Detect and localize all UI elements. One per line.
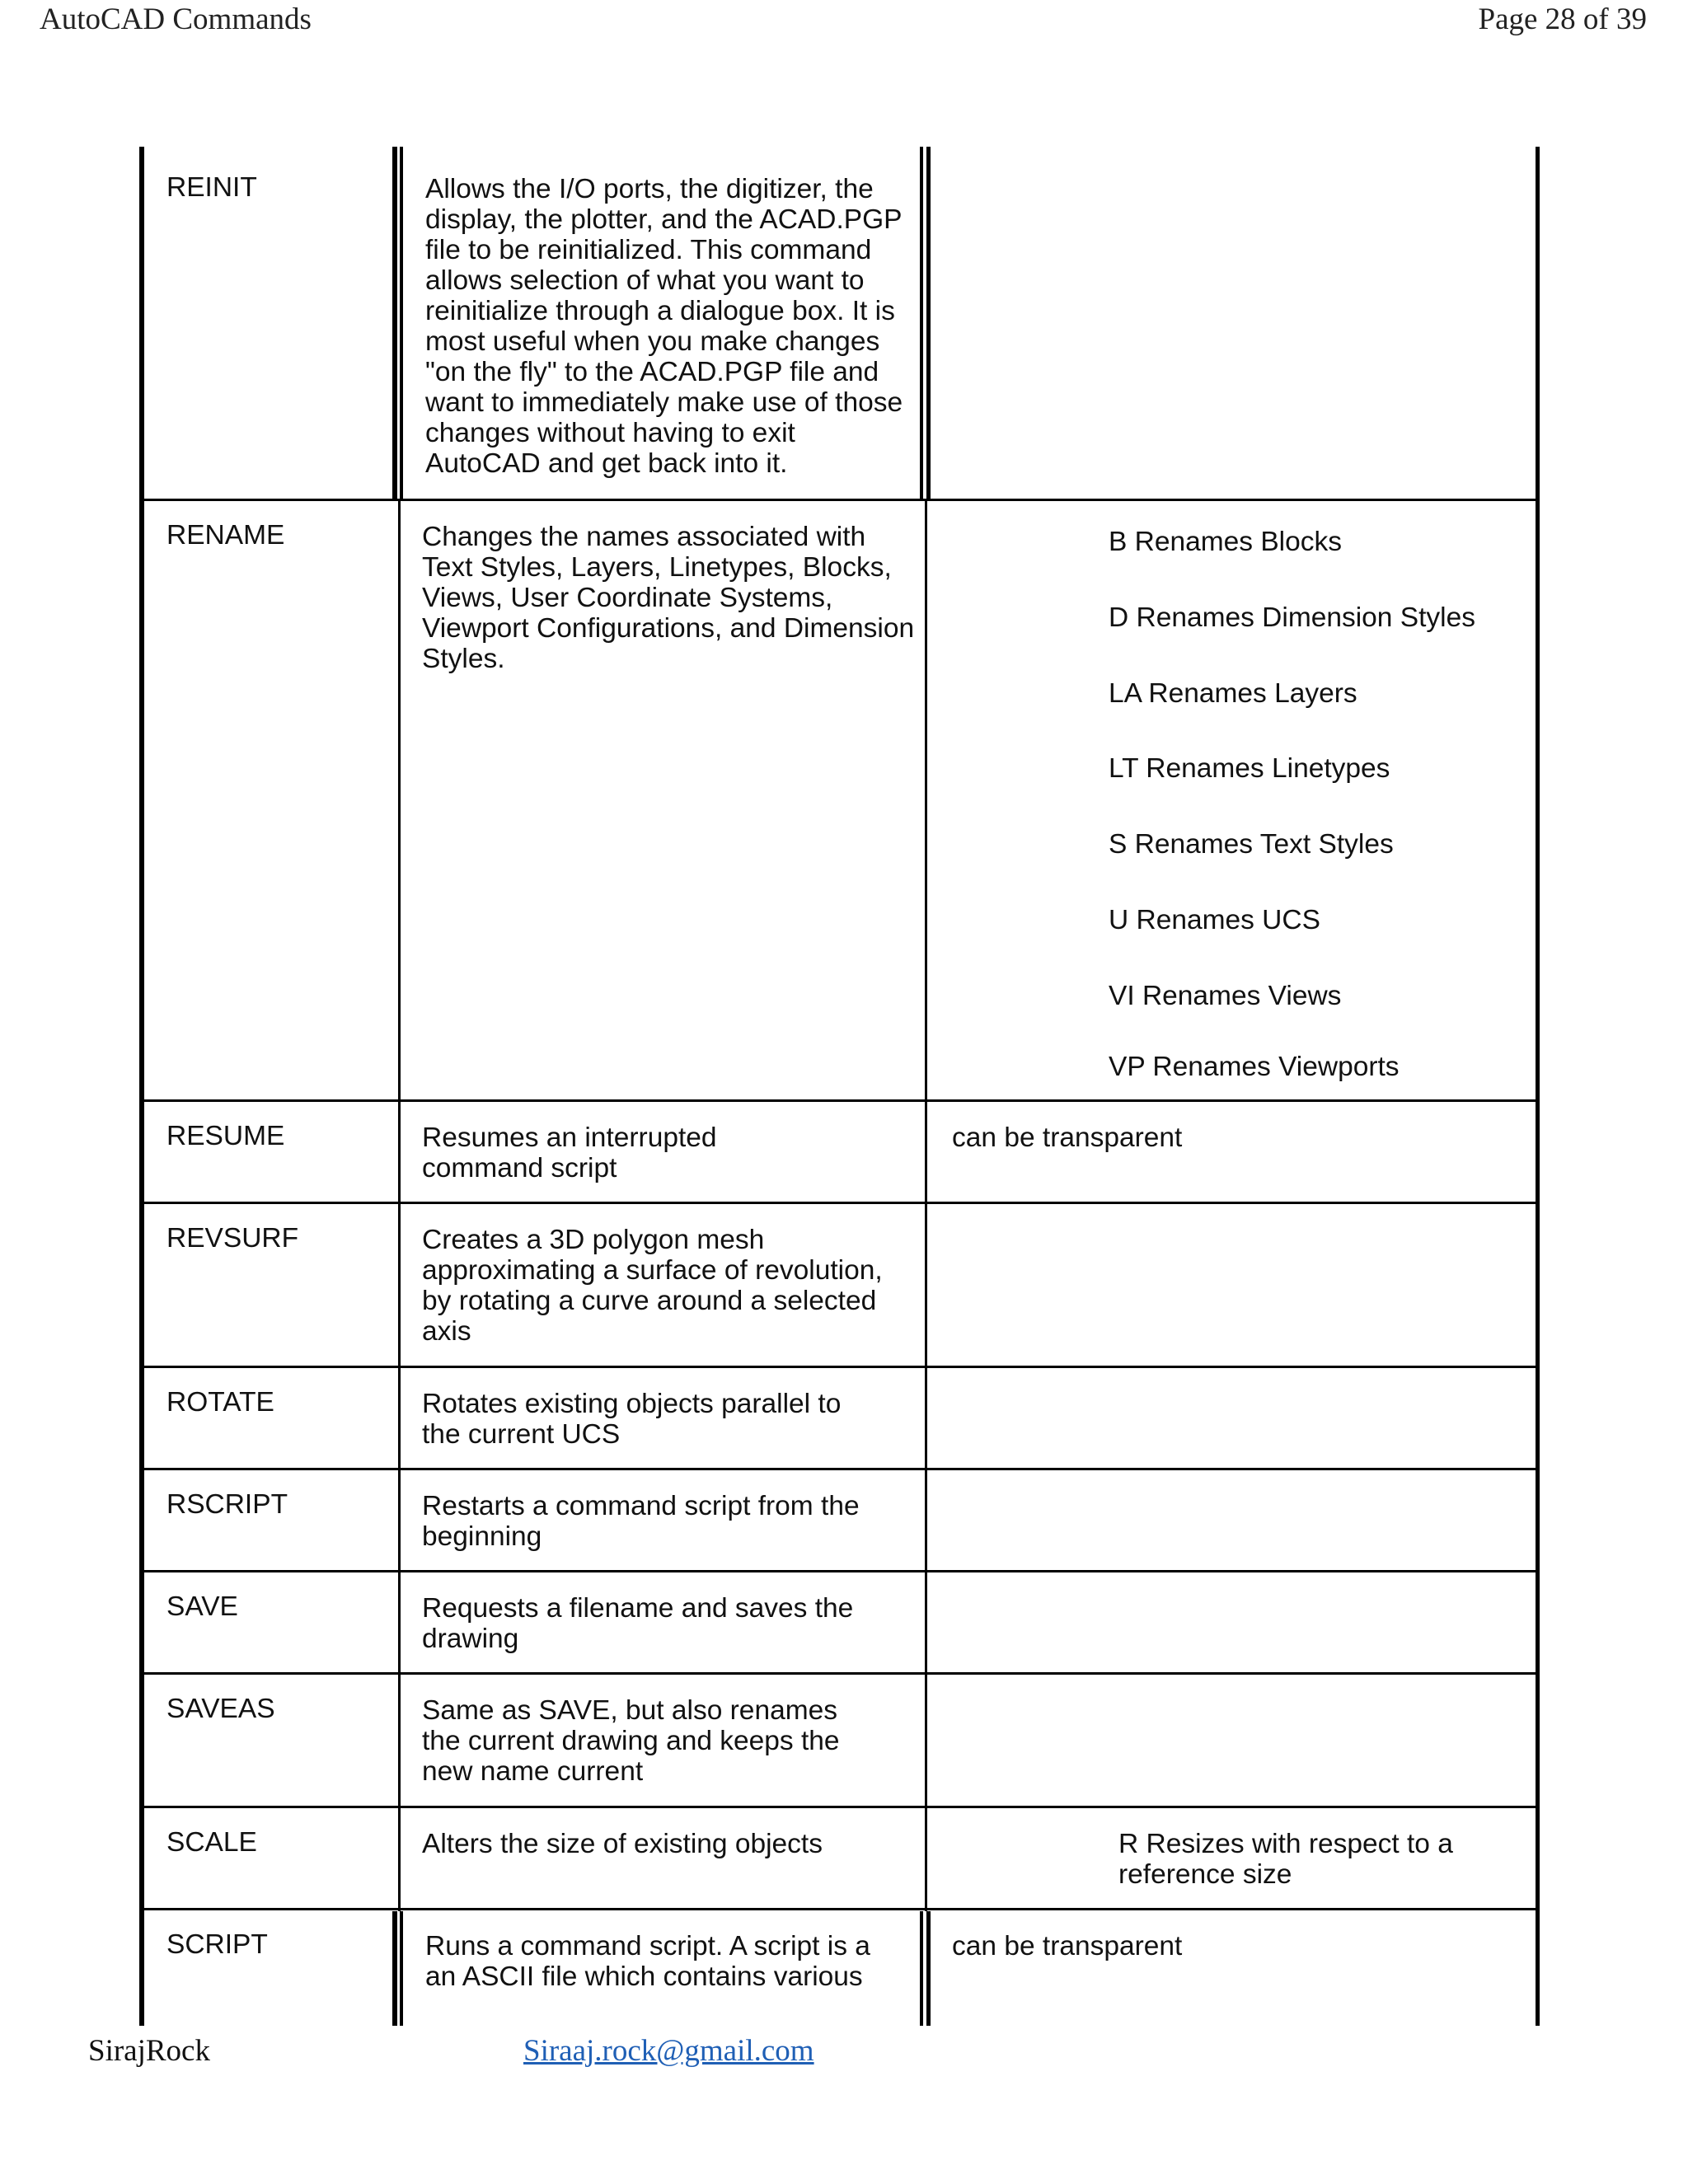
- command-description: Creates a 3D polygon mesh approximating a surface of revolution, by rotating a curve around a selected axis: [422, 1225, 883, 1347]
- row-divider: [139, 1468, 1540, 1470]
- command-name: RENAME: [166, 520, 285, 551]
- row-divider: [139, 1366, 1540, 1368]
- header-title: AutoCAD Commands: [40, 2, 312, 36]
- command-name: RESUME: [166, 1121, 285, 1151]
- column-divider-1: [400, 1911, 403, 2026]
- row-divider: [139, 1570, 1540, 1572]
- command-description: Changes the names associated with Text Styles, Layers, Linetypes, Blocks, Views, User Coordinate Systems, Viewport Configurations, and Dimension Styles.: [422, 522, 915, 674]
- command-name: ROTATE: [166, 1387, 274, 1418]
- footer-author: SirajRock: [88, 2034, 210, 2068]
- command-description: Requests a filename and saves the drawing: [422, 1593, 854, 1654]
- command-name: REINIT: [166, 172, 257, 203]
- command-note: can be transparent: [952, 1122, 1183, 1153]
- command-name: RSCRIPT: [166, 1489, 288, 1520]
- row-divider: [139, 499, 1540, 501]
- column-divider-1: [400, 147, 403, 499]
- option-ucs: U Renames UCS: [1109, 905, 1320, 935]
- column-divider-1: [392, 1911, 397, 2026]
- row-divider: [139, 1806, 1540, 1808]
- row-divider: [139, 1202, 1540, 1204]
- command-description: Alters the size of existing objects: [422, 1829, 823, 1859]
- option-linetypes: LT Renames Linetypes: [1109, 753, 1390, 784]
- column-divider-2: [925, 499, 927, 1911]
- command-description: Runs a command script. A script is a an ASCII file which contains various: [425, 1931, 870, 1992]
- command-name: SCRIPT: [166, 1929, 268, 1960]
- option-views: VI Renames Views: [1109, 981, 1342, 1011]
- option-text-styles: S Renames Text Styles: [1109, 829, 1394, 860]
- table-border-left: [139, 147, 144, 2026]
- command-name: SCALE: [166, 1827, 257, 1858]
- option-blocks: B Renames Blocks: [1109, 527, 1342, 557]
- command-description: Same as SAVE, but also renames the current drawing and keeps the new name current: [422, 1695, 840, 1787]
- row-divider: [139, 1099, 1540, 1102]
- column-divider-2: [926, 147, 931, 499]
- column-divider-2: [926, 1911, 931, 2026]
- command-name: REVSURF: [166, 1223, 299, 1254]
- command-description: Resumes an interrupted command script: [422, 1122, 717, 1183]
- option-layers: LA Renames Layers: [1109, 678, 1357, 709]
- row-divider: [139, 1908, 1540, 1910]
- header-page-number: Page 28 of 39: [1478, 2, 1647, 36]
- column-divider-1: [392, 147, 397, 499]
- command-description: Restarts a command script from the beginning: [422, 1491, 860, 1552]
- footer-email-link[interactable]: Siraaj.rock@gmail.com: [523, 2034, 814, 2068]
- command-description: Allows the I/O ports, the digitizer, the display, the plotter, and the ACAD.PGP file to be reinitialized. This command allows selection of what you want to reinitialize through a dialogue box. It is most useful when you make changes "on the fly" to the ACAD.PGP file and want to immediately make use of those changes without having to exit AutoCAD and get back into it.: [425, 174, 903, 479]
- command-note: can be transparent: [952, 1931, 1183, 1961]
- column-divider-2: [920, 147, 923, 499]
- table-border-right: [1536, 147, 1540, 2026]
- command-name: SAVEAS: [166, 1694, 275, 1724]
- option-dimension-styles: D Renames Dimension Styles: [1109, 602, 1475, 633]
- command-name: SAVE: [166, 1591, 238, 1622]
- row-divider: [139, 1672, 1540, 1675]
- option-viewports: VP Renames Viewports: [1109, 1052, 1400, 1082]
- command-option: R Resizes with respect to a reference size: [1118, 1829, 1453, 1890]
- command-description: Rotates existing objects parallel to the current UCS: [422, 1389, 842, 1450]
- column-divider-1: [398, 499, 401, 1911]
- column-divider-2: [920, 1911, 923, 2026]
